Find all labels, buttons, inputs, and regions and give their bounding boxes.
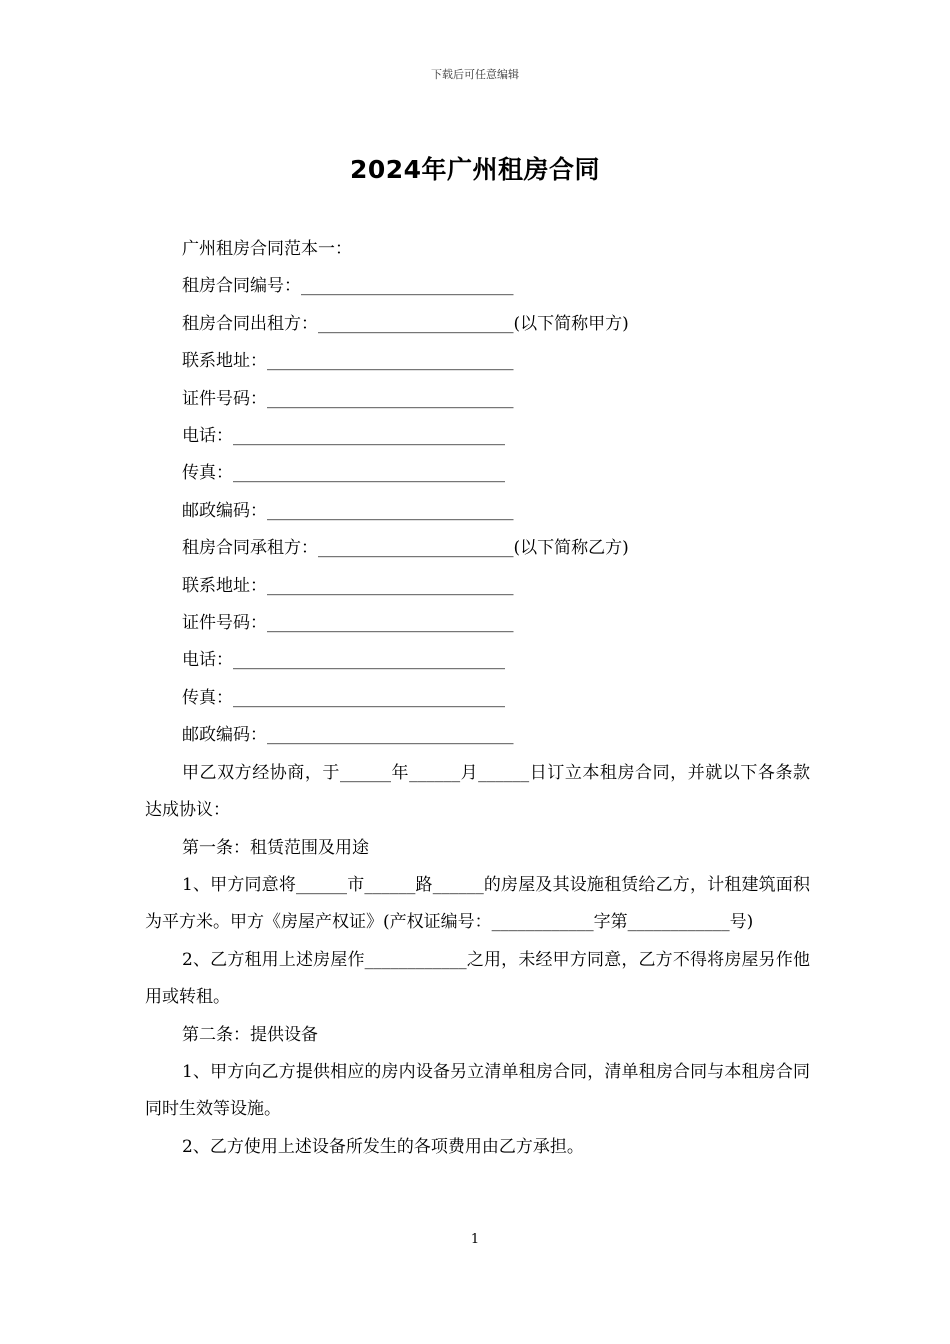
paragraph-article-2-clause-2: 2、乙方使用上述设备所发生的各项费用由乙方承担。 bbox=[182, 1136, 584, 1157]
paragraph-lessee: 租房合同承租方：_______________________(以下简称乙方) bbox=[182, 538, 629, 559]
paragraph-lessor-phone: 电话：________________________________ bbox=[182, 426, 505, 447]
paragraph-lessee-fax: 传真：________________________________ bbox=[182, 687, 505, 708]
paragraph-template-heading: 广州租房合同范本一： bbox=[182, 239, 352, 259]
paragraph-contract-number: 租房合同编号：_________________________ bbox=[182, 276, 514, 297]
paragraph-article-2-heading: 第二条：提供设备 bbox=[182, 1024, 318, 1045]
paragraph-article-1-clause-1: 1、甲方同意将______市______路______的房屋及其设施租赁给乙方，计租建筑面积为平方米。甲方《房屋产权证》(产权证编号：____________字第____________号) bbox=[145, 874, 810, 933]
paragraph-lessee-id: 证件号码：_____________________________ bbox=[182, 613, 514, 634]
paragraph-lessor-id: 证件号码：_____________________________ bbox=[182, 388, 514, 409]
paragraph-lessor-postcode: 邮政编码：_____________________________ bbox=[182, 500, 514, 521]
paragraph-article-2-clause-1: 1、甲方向乙方提供相应的房内设备另立清单租房合同，清单租房合同与本租房合同同时生效等设施。 bbox=[145, 1061, 810, 1120]
paragraph-agreement-intro: 甲乙双方经协商，于______年______月______日订立本租房合同，并就以下各条款达成协议： bbox=[145, 762, 810, 821]
paragraph-lessee-postcode: 邮政编码：_____________________________ bbox=[182, 725, 514, 746]
page-number: 1 bbox=[470, 1232, 480, 1247]
paragraph-lessor-fax: 传真：________________________________ bbox=[182, 463, 505, 484]
header-note: 下载后可任意编辑 bbox=[431, 68, 519, 81]
paragraph-article-1-clause-2: 2、乙方租用上述房屋作____________之用，未经甲方同意，乙方不得将房屋另作他用或转租。 bbox=[145, 949, 810, 1008]
paragraph-lessor: 租房合同出租方：_______________________(以下简称甲方) bbox=[182, 313, 629, 334]
contract-body bbox=[145, 231, 810, 1166]
paragraph-lessee-phone: 电话：________________________________ bbox=[182, 650, 505, 671]
paragraph-article-1-heading: 第一条：租赁范围及用途 bbox=[182, 837, 369, 858]
paragraph-lessor-address: 联系地址：_____________________________ bbox=[182, 351, 514, 372]
document-title: 2024年广州租房合同 bbox=[349, 155, 601, 184]
paragraph-lessee-address: 联系地址：_____________________________ bbox=[182, 575, 514, 596]
